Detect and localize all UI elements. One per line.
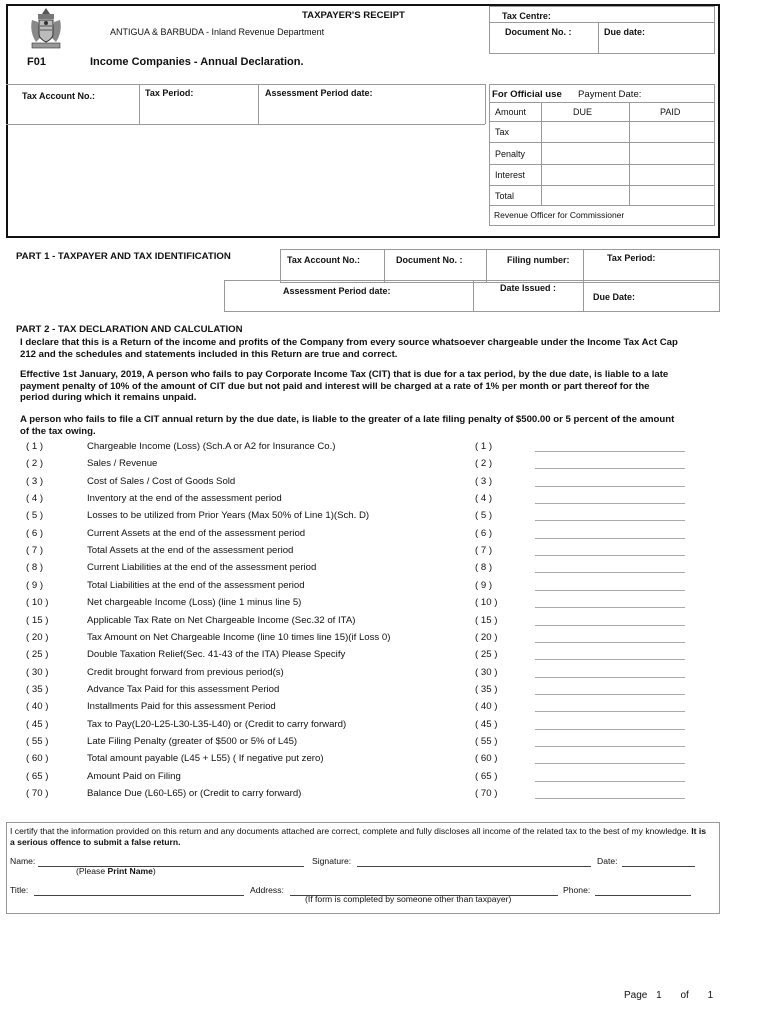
calculation-line [0,719,770,736]
line-label: Amount Paid on Filing [87,770,181,782]
form-code: F01 [27,56,46,68]
line-amount-field[interactable] [535,468,685,469]
certification-statement: I certify that the information provided on this return and any documents attached are correct, complete and fully discloses all income of the related tax to the best of my knowledge. [10,826,689,836]
receipt-row-tax: Tax [495,127,510,137]
line-amount-field[interactable] [535,763,685,764]
calculation-line [0,684,770,701]
form-title: Income Companies - Annual Declaration. [90,56,304,68]
line-label: Tax Amount on Net Chargeable Income (line 10 times line 15)(if Loss 0) [87,631,391,643]
line-number-right: ( 10 ) [475,597,498,609]
receipt-title: TAXPAYER'S RECEIPT [302,10,405,21]
part1-due-date-label: Due Date: [593,292,636,302]
line-number: ( 2 ) [26,458,44,470]
line-amount-field[interactable] [535,781,685,782]
print-name-bold: Print Name [107,866,153,876]
revenue-officer-label: Revenue Officer for Commissioner [494,210,625,220]
paid-header: PAID [660,107,681,117]
calculation-line [0,510,770,527]
line-number-right: ( 2 ) [475,458,493,470]
part1-document-no-label: Document No. : [396,255,463,265]
calculation-line [0,753,770,770]
line-number-right: ( 70 ) [475,788,498,799]
document-no-label: Document No. : [505,27,572,37]
calculation-line [0,788,770,805]
part1-assessment-period-label: Assessment Period date: [283,286,391,296]
line-label: Installments Paid for this assessment Period [87,701,276,713]
line-number-right: ( 40 ) [475,701,498,713]
receipt-tax-account-input[interactable] [12,104,134,120]
line-label: Sales / Revenue [87,458,158,470]
line-number: ( 3 ) [26,475,44,487]
calculation-line [0,615,770,632]
line-amount-field[interactable] [535,538,685,539]
line-label: Current Liabilities at the end of the assessment period [87,562,317,574]
line-label: Total Assets at the end of the assessment period [87,545,294,557]
line-number-right: ( 8 ) [475,562,493,574]
line-number: ( 9 ) [26,579,44,591]
line-number-right: ( 45 ) [475,718,498,730]
coat-of-arms-logo [28,6,64,50]
due-date-label: Due date: [604,27,646,37]
part1-filing-number-label: Filing number: [507,255,570,265]
line-number-right: ( 7 ) [475,545,493,557]
declaration-text: I declare that this is a Return of the income and profits of the Company from every source whatsoever chargeable under the Income Tax Act Cap 212 and the schedules and statements included in this Return are true and correct. [20,337,678,360]
line-number: ( 65 ) [26,770,49,782]
line-label: Advance Tax Paid for this assessment Period [87,683,280,695]
line-number-right: ( 35 ) [475,683,498,695]
line-amount-field[interactable] [535,798,685,799]
receipt-row-total: Total [495,191,515,201]
line-number-right: ( 20 ) [475,631,498,643]
line-amount-field[interactable] [535,590,685,591]
line-amount-field[interactable] [535,486,685,487]
calculation-line [0,736,770,753]
line-label: Applicable Tax Rate on Net Chargeable Income (Sec.32 of ITA) [87,614,356,626]
line-number: ( 40 ) [26,701,49,713]
name-input[interactable] [40,853,302,866]
line-number-right: ( 30 ) [475,666,498,678]
title-label: Title: [10,885,29,895]
line-number: ( 5 ) [26,510,44,522]
line-amount-field[interactable] [535,572,685,573]
receipt-tax-account-label: Tax Account No.: [22,91,96,101]
part1-title: PART 1 - TAXPAYER AND TAX IDENTIFICATION [16,251,231,262]
calculation-line [0,771,770,788]
due-header: DUE [573,107,593,117]
phone-line [595,895,691,896]
receipt-tax-period-input[interactable] [144,104,254,120]
part1-dates-box [224,280,720,312]
line-number: ( 45 ) [26,718,49,730]
line-amount-field[interactable] [535,677,685,678]
line-number: ( 15 ) [26,614,49,626]
line-label: Late Filing Penalty (greater of $500 or 5% of L45) [87,735,298,747]
date-input[interactable] [624,853,694,866]
receipt-row-penalty: Penalty [495,149,526,159]
calculation-line [0,597,770,614]
line-number: ( 60 ) [26,753,49,765]
part1-tax-account-label: Tax Account No.: [287,255,361,265]
line-label: Current Assets at the end of the assessment period [87,527,306,539]
line-number: ( 7 ) [26,545,44,557]
line-label: Cost of Sales / Cost of Goods Sold [87,475,236,487]
line-label: Total amount payable (L45 + L55) ( If negative put zero) [87,753,324,765]
print-name-suffix: ) [152,866,156,876]
line-number: ( 20 ) [26,631,49,643]
tax-centre-label: Tax Centre: [502,11,551,21]
line-number-right: ( 25 ) [475,649,498,661]
line-number-right: ( 60 ) [475,753,498,765]
signature-label: Signature: [312,856,352,866]
line-number-right: ( 55 ) [475,735,498,747]
part1-date-issued-label: Date Issued : [500,283,557,293]
line-amount-field[interactable] [535,555,685,556]
line-number: ( 1 ) [26,441,44,452]
line-number: ( 55 ) [26,735,49,747]
line-amount-field[interactable] [535,503,685,504]
late-filing-notice: A person who fails to file a CIT annual return by the due date, is liable to the greater of a late filing penalty of $500.00 or 5 percent of the amount of the tax owing. [20,414,675,437]
date-line [622,866,695,867]
line-number: ( 70 ) [26,788,49,799]
calculation-line [0,441,770,458]
line-number: ( 10 ) [26,597,49,609]
line-label: Tax to Pay(L20-L25-L30-L35-L40) or (Credit to carry forward) [87,718,347,730]
line-label: Chargeable Income (Loss) (Sch.A or A2 for Insurance Co.) [87,441,336,452]
line-label: Credit brought forward from previous period(s) [87,666,284,678]
title-line [34,895,244,896]
certification-text [10,826,712,848]
line-amount-field[interactable] [535,607,685,608]
line-amount-field[interactable] [535,729,685,730]
receipt-assessment-period-input[interactable] [264,104,480,120]
line-amount-field[interactable] [535,746,685,747]
line-number-right: ( 4 ) [475,493,493,505]
line-number-right: ( 6 ) [475,527,493,539]
phone-input[interactable] [597,882,689,895]
calculation-line [0,528,770,545]
page-label: Page [624,990,648,1001]
line-label: Inventory at the end of the assessment period [87,493,282,505]
page-number [624,990,713,1001]
calculation-line [0,649,770,666]
payment-date-label: Payment Date: [578,89,642,100]
amount-header: Amount [495,107,527,117]
line-number-right: ( 3 ) [475,475,493,487]
name-label: Name: [10,856,36,866]
line-label: Balance Due (L60-L65) or (Credit to carry forward) [87,788,302,799]
calculation-line [0,476,770,493]
line-amount-field[interactable] [535,451,685,452]
address-label: Address: [250,885,284,895]
line-amount-field[interactable] [535,694,685,695]
calculation-line [0,458,770,475]
calculation-line [0,580,770,597]
line-amount-field[interactable] [535,520,685,521]
line-amount-field[interactable] [535,625,685,626]
line-number-right: ( 5 ) [475,510,493,522]
line-number-right: ( 1 ) [475,441,493,452]
line-amount-field[interactable] [535,659,685,660]
line-label: Losses to be utilized from Prior Years (Max 50% of Line 1)(Sch. D) [87,510,370,522]
line-number: ( 30 ) [26,666,49,678]
line-number: ( 8 ) [26,562,44,574]
title-input[interactable] [36,882,242,895]
line-amount-field[interactable] [535,642,685,643]
calculation-line [0,545,770,562]
receipt-assessment-period-label: Assessment Period date: [265,88,373,98]
line-number-right: ( 65 ) [475,770,498,782]
other-than-taxpayer-note: (If form is completed by someone other than taxpayer) [305,894,512,904]
false-return-warning: It is a serious offence to submit a false return. [10,826,706,847]
line-number-right: ( 9 ) [475,579,493,591]
line-number: ( 25 ) [26,649,49,661]
line-label: Total Liabilities at the end of the assessment period [87,579,305,591]
line-number: ( 35 ) [26,683,49,695]
print-name-note [76,866,156,876]
receipt-row-interest: Interest [495,170,526,180]
official-use-label: For Official use [492,89,562,100]
receipt-tax-period-label: Tax Period: [145,88,194,98]
effective-notice: Effective 1st January, 2019, A person who fails to pay Corporate Income Tax (CIT) that is due for a tax period, by the due date, is liable to a late payment penalty of 10% of the amount of CIT due but not paid and interest will be charged at a rate of 1% per month or part thereof for the period during which it remains unpaid. [20,369,669,404]
page-current: 1 [656,990,662,1001]
line-label: Net chargeable Income (Loss) (line 1 minus line 5) [87,597,302,609]
calculation-line [0,701,770,718]
line-amount-field[interactable] [535,711,685,712]
department-name: ANTIGUA & BARBUDA - Inland Revenue Department [110,27,325,37]
page-total: 1 [707,990,714,1001]
signature-line [357,866,591,867]
line-number: ( 6 ) [26,527,44,539]
calculation-line [0,667,770,684]
calculation-line [0,632,770,649]
of-label: of [680,990,689,1001]
phone-label: Phone: [563,885,591,895]
line-number: ( 4 ) [26,493,44,505]
part1-tax-period-label: Tax Period: [607,253,656,263]
calculation-line [0,562,770,579]
date-label: Date: [597,856,618,866]
part2-title: PART 2 - TAX DECLARATION AND CALCULATION [16,324,243,335]
print-name-prefix: (Please [76,866,106,876]
line-label: Double Taxation Relief(Sec. 41-43 of the ITA) Please Specify [87,649,346,661]
line-number-right: ( 15 ) [475,614,498,626]
calculation-line [0,493,770,510]
